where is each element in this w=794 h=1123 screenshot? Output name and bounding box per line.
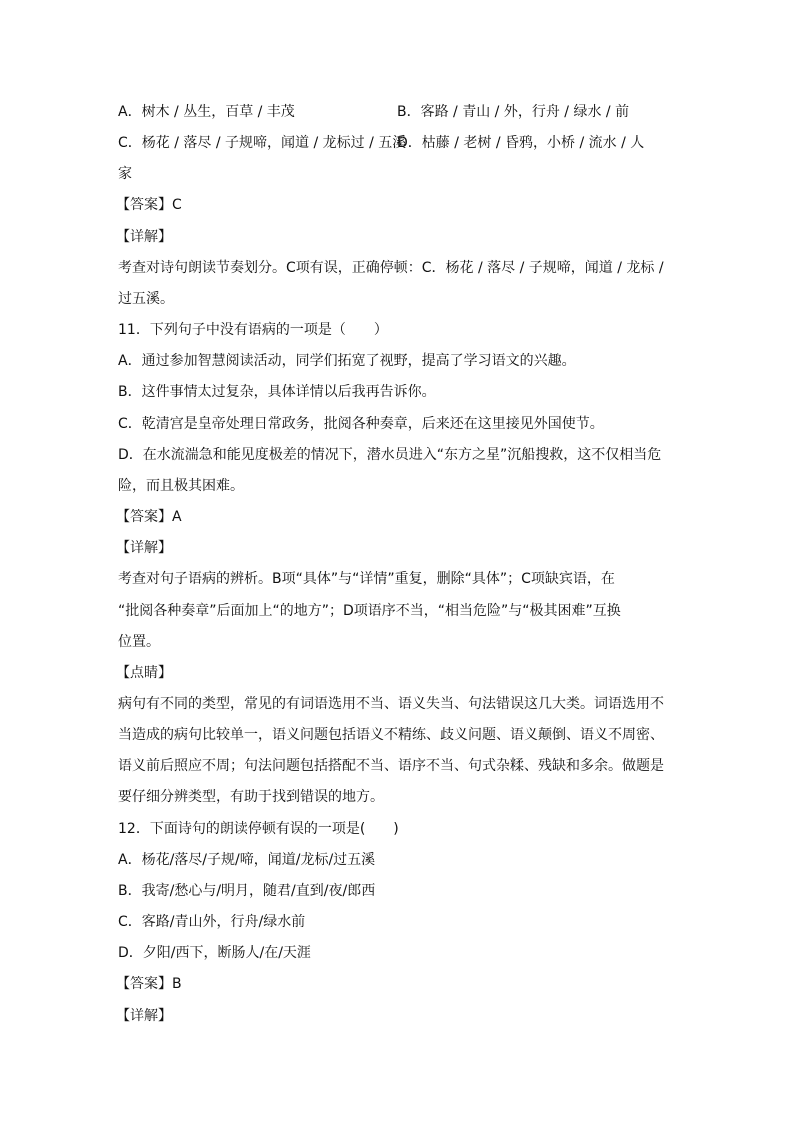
q11-question: 11．下列句子中没有语病的一项是（ ） xyxy=(118,322,388,339)
q12-option-b: B．我寄/愁心与/明月，随君/直到/夜/郎西 xyxy=(118,882,376,899)
q10-options-cd xyxy=(118,128,688,159)
q10-option-d-cont: 家 xyxy=(118,166,132,183)
q12-detail-heading: 【详解】 xyxy=(116,1007,172,1024)
q10-detail-heading: 【详解】 xyxy=(116,228,172,245)
q11-tip-text: 语义前后照应不周；句法问题包括搭配不当、语序不当、句式杂糅、残缺和多余。做题是 xyxy=(118,758,664,775)
q11-tip-text: 病句有不同的类型，常见的有词语选用不当、语义失当、句法错误这几大类。词语选用不 xyxy=(118,695,664,712)
q12-question: 12．下面诗句的朗读停顿有误的一项是( ) xyxy=(118,820,399,837)
q11-tip-heading: 【点睛】 xyxy=(116,664,172,681)
q12-option-d: D．夕阳/西下，断肠人/在/天涯 xyxy=(118,945,311,962)
q12-answer: 【答案】B xyxy=(116,976,182,993)
q12-option-c: C．客路/青山外，行舟/绿水前 xyxy=(118,914,306,931)
q10-option-d: D．枯藤 / 老树 / 昏鸦，小桥 / 流水 / 人 xyxy=(397,135,645,152)
q11-answer: 【答案】A xyxy=(116,509,182,526)
q11-detail-text: 位置。 xyxy=(118,633,160,650)
q11-option-b: B．这件事情太过复杂，具体详情以后我再告诉你。 xyxy=(118,384,436,401)
q12-option-a: A．杨花/落尽/子规/啼，闻道/龙标/过五溪 xyxy=(118,851,376,868)
q11-detail-heading: 【详解】 xyxy=(116,540,172,557)
q11-tip-text: 当造成的病句比较单一，语义问题包括语义不精练、歧义问题、语义颠倒、语义不周密、 xyxy=(118,727,664,744)
q10-option-a: A．树木 / 丛生，百草 / 丰茂 xyxy=(118,104,295,120)
q10-option-c: C．杨花 / 落尽 / 子规啼，闻道 / 龙标过 / 五溪 xyxy=(118,135,407,152)
q11-detail-text: 考查对句子语病的辨析。B项“具体”与“详情”重复，删除“具体”；C项缺宾语，在 xyxy=(118,571,615,588)
q11-detail-text: “批阅各种奏章”后面加上“的地方”；D项语序不当，“相当危险”与“极其困难”互换 xyxy=(118,602,621,619)
q11-tip-text: 要仔细分辨类型，有助于找到错误的地方。 xyxy=(118,789,384,806)
q10-answer: 【答案】C xyxy=(116,197,182,214)
q10-detail-text: 过五溪。 xyxy=(118,290,174,307)
q10-option-b: B．客路 / 青山 / 外，行舟 / 绿水 / 前 xyxy=(397,104,630,120)
q10-options-ab xyxy=(118,97,688,128)
q11-option-a: A．通过参加智慧阅读活动，同学们拓宽了视野，提高了学习语文的兴趣。 xyxy=(118,353,576,370)
document-page xyxy=(118,97,688,1032)
q10-detail-text: 考查对诗句朗读节奏划分。C项有误，正确停顿：C．杨花 / 落尽 / 子规啼，闻道 / 龙标 / xyxy=(118,259,664,276)
q11-option-c: C．乾清宫是皇帝处理日常政务，批阅各种奏章，后来还在这里接见外国使节。 xyxy=(118,415,604,432)
q11-option-d: 险，而且极其困难。 xyxy=(118,477,244,494)
q11-option-d: D．在水流湍急和能见度极差的情况下，潜水员进入“东方之星”沉船搜救，这不仅相当危 xyxy=(118,446,662,463)
